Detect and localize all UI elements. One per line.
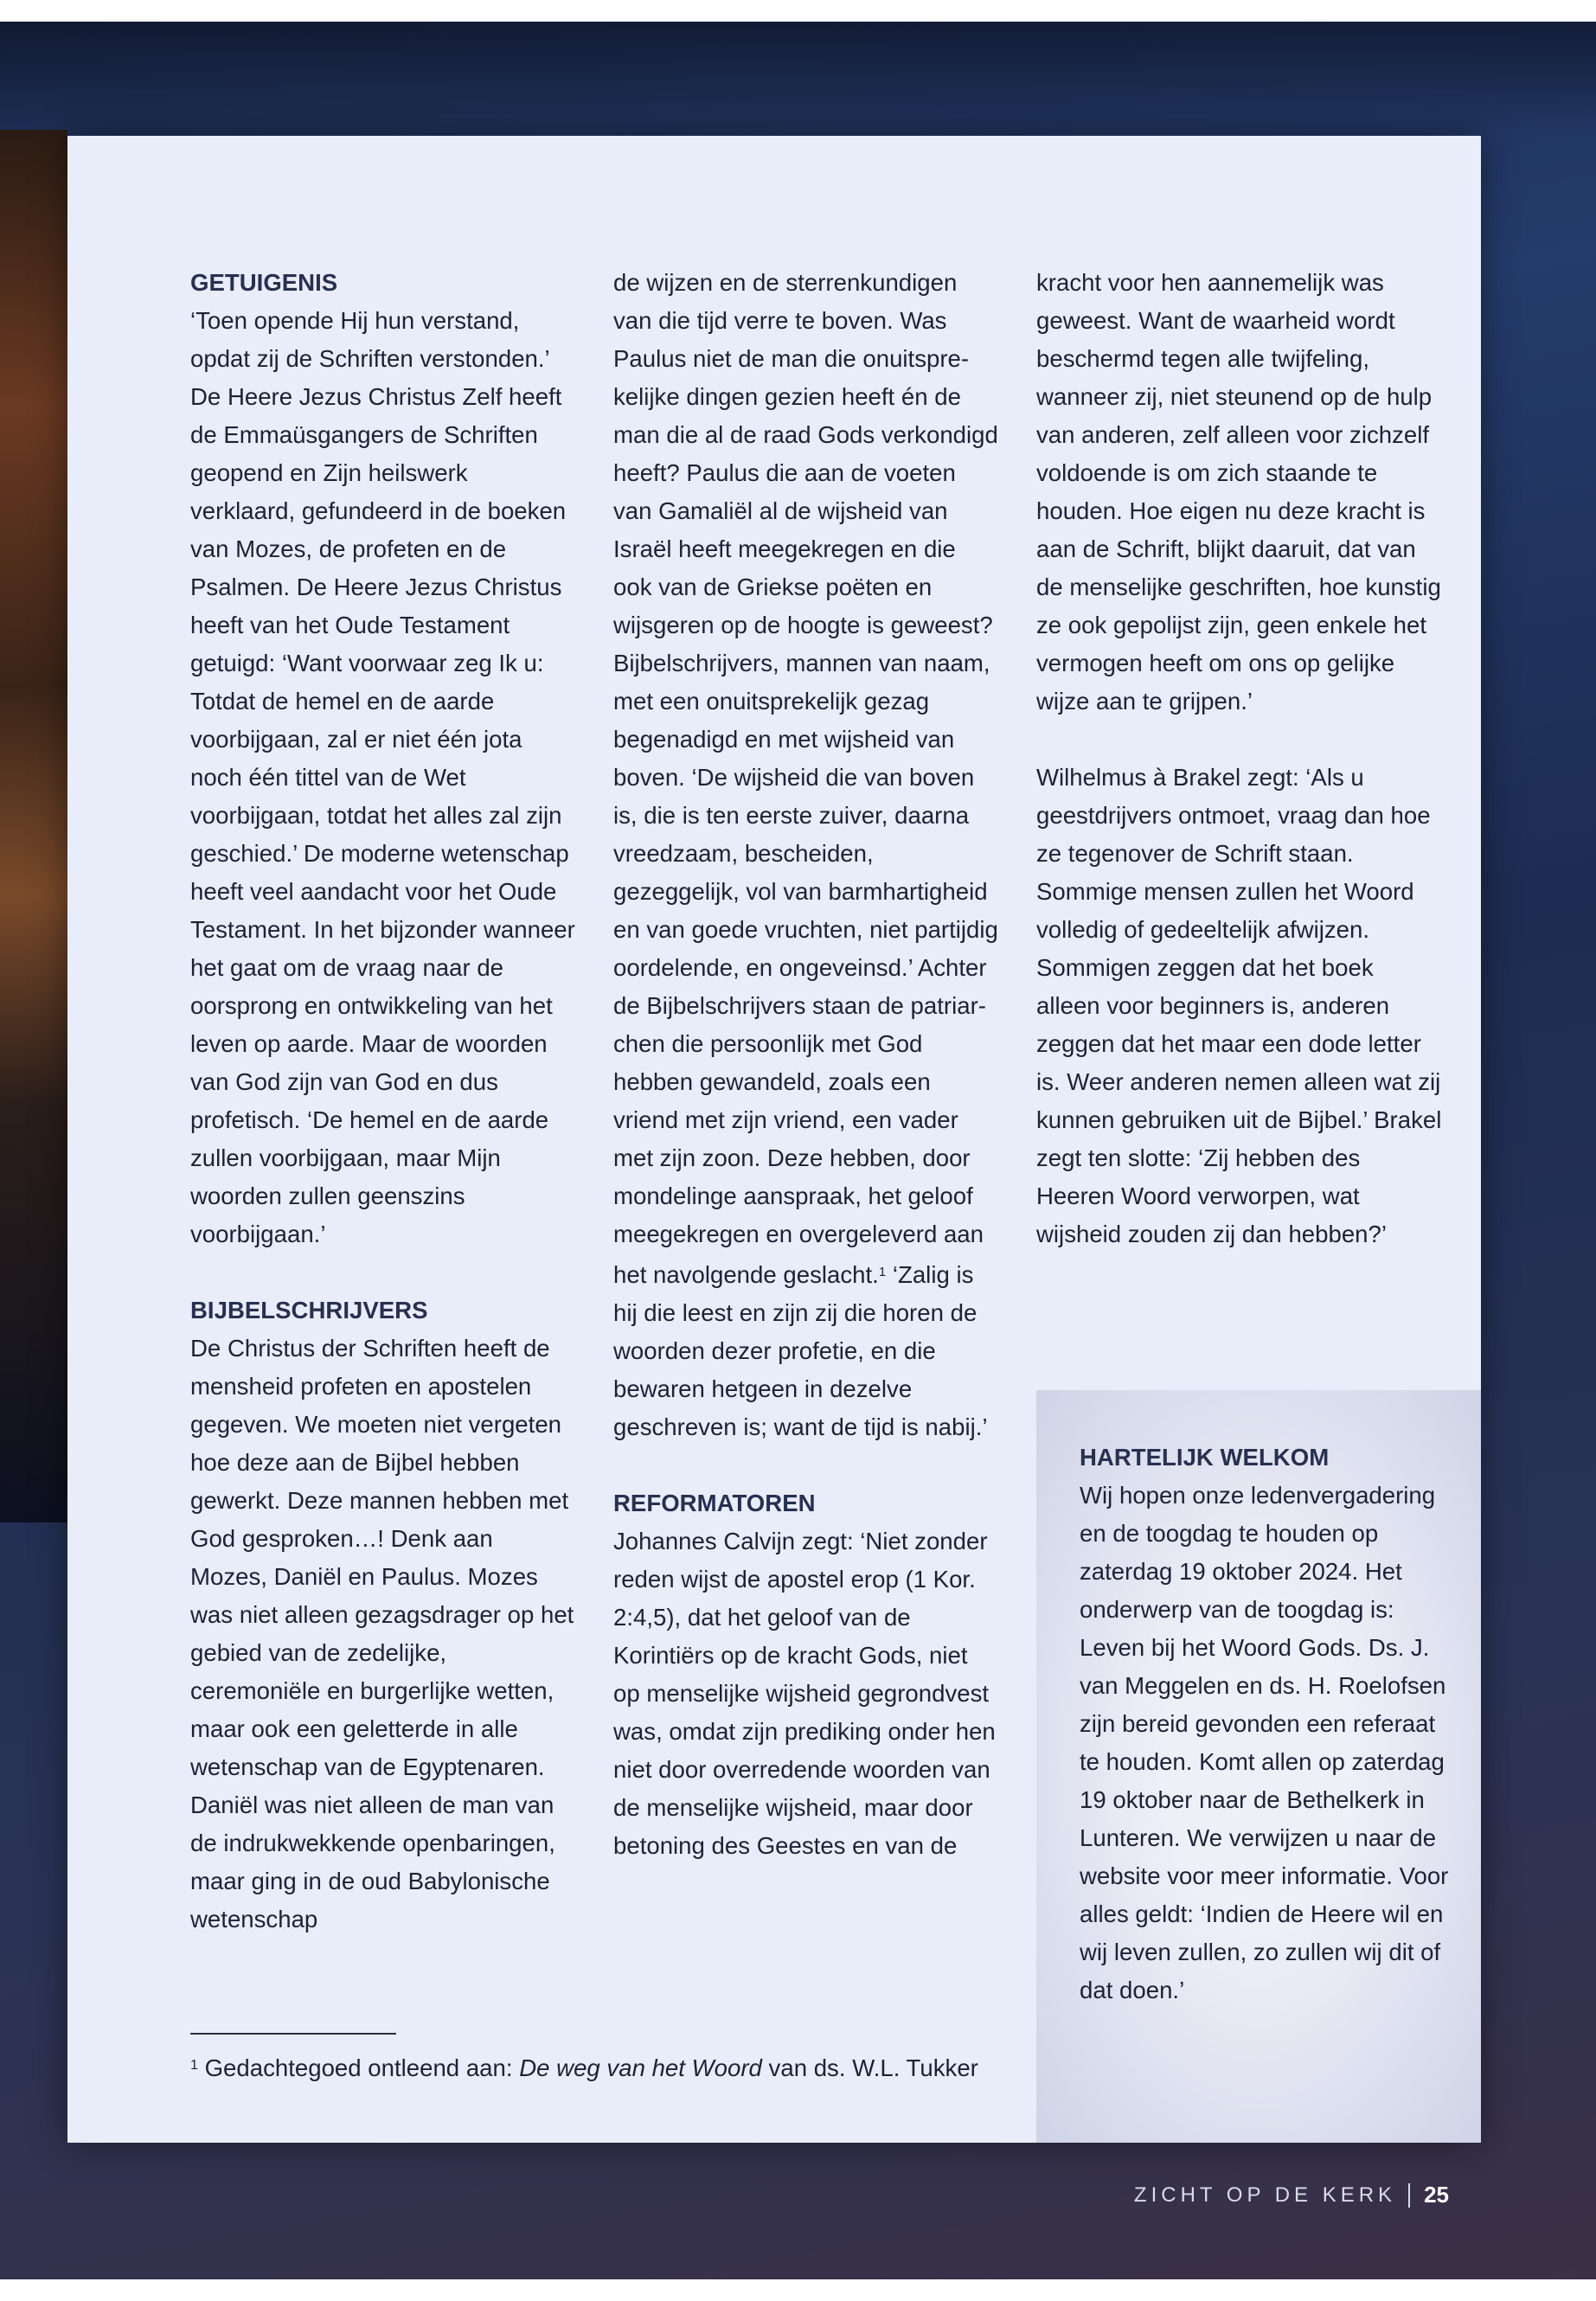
paragraph: Wilhelmus à Brakel zegt: ‘Als u geestdrijvers ontmoet, vraag dan hoe ze tegenover de Schrift staan. Sommige mensen zullen het Woord volledig of gedeeltelijk afwijzen. Sommigen zeggen dat het boek alleen voor beginners is, anderen zeggen dat het maar een dode letter is. Weer anderen nemen alleen wat zij kunnen gebruiken uit de Bijbel.’ Brakel zegt ten slotte: ‘Zij hebben des Heeren Woord verworpen, wat wijsheid zouden zij dan hebben?’ bbox=[1036, 764, 1442, 1247]
footnote-book-title: De weg van het Woord bbox=[519, 2054, 762, 2081]
welcome-body: Wij hopen onze ledenvergadering en de toogdag te houden op zaterdag 19 oktober 2024. Het onderwerp van de toogdag is: Leven bij het Woord Gods. Ds. J. van Meggelen en ds. H. Roelofsen zijn bereid gevonden een referaat te houden. Komt allen op zaterdag 19 oktober naar de Bethelkerk in Lunteren. We verwijzen u naar de website voor meer informatie. Voor alles geldt: ‘Indien de Heere wil en wij leven zullen, zo zullen wij dit of dat doen.’ bbox=[1080, 1482, 1449, 2003]
background-shadow bbox=[0, 22, 1596, 134]
footer-divider bbox=[1408, 2183, 1410, 2208]
article-column-1 bbox=[190, 264, 575, 1939]
article-column-2 bbox=[613, 264, 998, 1865]
magazine-name: ZICHT OP DE KERK bbox=[1133, 2182, 1397, 2207]
footnote-reference: 1 bbox=[878, 1265, 887, 1279]
footnote-number: 1 bbox=[190, 2058, 198, 2073]
welcome-heading: HARTELIJK WELKOM bbox=[1080, 1444, 1330, 1471]
section-heading-bijbelschrijvers: BIJBELSCHRIJVERS bbox=[190, 1297, 428, 1324]
article-column-3 bbox=[1036, 264, 1443, 1253]
section-heading-getuigenis: GETUIGENIS bbox=[190, 269, 338, 296]
background-photo bbox=[0, 130, 67, 1522]
paragraph: ‘Toen opende Hij hun verstand, opdat zij de Schriften verstonden.’ De Heere Jezus Christus Zelf heeft de Emmaüsgangers de Schriften geopend en Zijn heilswerk verklaard, gefundeerd in de boeken van Mozes, de profeten en de Psalmen. De Heere Jezus Christus heeft van het Oude Testament getuigd: ‘Want voorwaar zeg Ik u: Totdat de hemel en de aarde voorbijgaan, zal er niet één jota noch één tittel van de Wet voorbijgaan, totdat het alles zal zijn geschied.’ De moderne wetenschap heeft veel aandacht voor het Oude Testament. In het bijzonder wanneer het gaat om de vraag naar de oorsprong en ontwikkeling van het leven op aarde. Maar de woorden van God zijn van God en dus profetisch. ‘De hemel en de aarde zullen voorbijgaan, maar Mijn woorden zullen geenszins voorbijgaan.’ bbox=[190, 307, 575, 1247]
paragraph: de wijzen en de sterrenkundigen van die tijd verre te boven. Was Paulus niet de man die onuitsprekelijke dingen gezien heeft én de man die al de raad Gods verkondigd heeft? Paulus die aan de voeten van Gamaliël al de wijsheid van Israël heeft meegekregen en die ook van de Griekse poëten en wijsgeren op de hoogte is geweest? Bijbelschrijvers, mannen van naam, met een onuitsprekelijk gezag begenadigd en met wijsheid van boven. ‘De wijsheid die van boven is, die is ten eerste zuiver, daarna vreedzaam, bescheiden, gezeggelijk, vol van barmhartigheid en van goede vruchten, niet partijdig oordelende, en ongeveinsd.’ Achter de Bijbelschrijvers staan de patriarchen die persoonlijk met God hebben gewandeld, zoals een vriend met zijn vriend, een vader met zijn zoon. Deze hebben, door mondelinge aanspraak, het geloof meegekregen en overgeleverd aan het navolgende geslacht.$^1$ ‘Zalig is hij die leest en zijn zij die horen de woorden dezer profetie, en die bewaren hetgeen in dezelve geschreven is; want de tijd is nabij.’ bbox=[613, 269, 998, 1440]
paragraph: Johannes Calvijn zegt: ‘Niet zonder reden wijst de apostel erop (1 Kor. 2:4,5), dat het geloof van de Korintiërs op de kracht Gods, niet op menselijke wijsheid gegrondvest was, omdat zijn prediking onder hen niet door overredende woorden van de menselijke wijsheid, maar door betoning des Geestes en van de bbox=[613, 1528, 996, 1859]
page-number: 25 bbox=[1424, 2182, 1449, 2208]
footnote: $^1$ Gedachtegoed ontleend aan: De weg van het Woord van ds. W.L. Tukker bbox=[190, 2054, 978, 2081]
section-heading-reformatoren: REFORMATOREN bbox=[613, 1490, 816, 1516]
paragraph: De Christus der Schriften heeft de mensheid profeten en apostelen gegeven. We moeten niet vergeten hoe deze aan de Bijbel hebben gewerkt. Deze mannen hebben met God gesproken…! Denk aan Mozes, Daniël en Paulus. Mozes was niet alleen gezagsdrager op het gebied van de zedelijke, ceremoniële en burgerlijke wetten, maar ook een geletterde in alle wetenschap van de Egyptenaren. Daniël was niet alleen de man van de indrukwekkende openbaringen, maar ging in de oud Babylonische wetenschap bbox=[190, 1335, 574, 1932]
paragraph: kracht voor hen aannemelijk was geweest. Want de waarheid wordt beschermd tegen alle twijfeling, wanneer zij, niet steunend op de hulp van anderen, zelf alleen voor zichzelf voldoende is om zich staande te houden. Hoe eigen nu deze kracht is aan de Schrift, blijkt daaruit, dat van de menselijke geschriften, hoe kunstig ze ook gepolijst zijn, geen enkele het vermogen heeft om ons op gelijke wijze aan te grijpen.’ bbox=[1036, 269, 1441, 715]
page-footer bbox=[1134, 2182, 1449, 2208]
welcome-box-content bbox=[1080, 1439, 1460, 2009]
footnote-divider bbox=[190, 2033, 396, 2035]
